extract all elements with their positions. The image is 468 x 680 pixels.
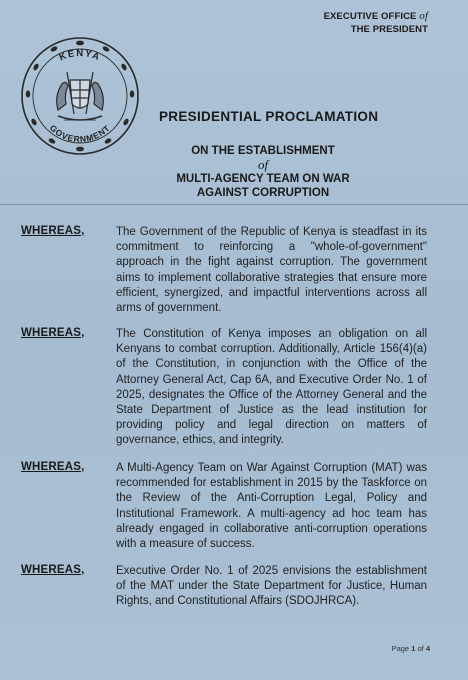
office-header — [324, 10, 428, 36]
document-title: PRESIDENTIAL PROCLAMATION — [159, 109, 379, 124]
coat-of-arms-icon — [57, 72, 104, 120]
subtitle-line2: MULTI-AGENCY TEAM ON WAR — [176, 173, 350, 185]
clause-label: WHEREAS, — [21, 225, 85, 237]
kenya-government-seal — [18, 34, 142, 158]
page-number — [392, 644, 430, 653]
subtitle-line3: AGAINST CORRUPTION — [196, 187, 330, 199]
clause-label: WHEREAS, — [21, 461, 85, 473]
clause-text: The Government of the Republic of Kenya is steadfast in its commitment to reinforcing a "whole-of-government" approach in the fight against corruption. The government aims to implement collaborative strategies that ensure more efficient, synergized, and impactful interventions across all arms of government. — [116, 226, 427, 315]
office-line1: EXECUTIVE OFFICE — [323, 11, 417, 22]
svg-text:GOVERNMENT — [48, 123, 112, 144]
clause-text: Executive Order No. 1 of 2025 envisions the establishment of the MAT under the State Department for Justice, Human Rights, and Constitutional Affairs (SDOJHRCA). — [116, 565, 427, 608]
svg-text:KENYA — [58, 48, 103, 63]
office-line2: THE PRESIDENT — [350, 24, 428, 35]
clause-text: A Multi-Agency Team on War Against Corruption (MAT) was recommended for establishment in 2015 by the Taskforce on the Review of the Anti-Corruption Legal, Policy and Institutional Framework. A multi-agency ad hoc team has already engaged in collaborative anti-corruption operations with a measure of success. — [116, 462, 427, 551]
clause-text: The Constitution of Kenya imposes an obligation on all Kenyans to combat corruption. Additionally, Article 156(4)(a) of the Constitution, in conjunction with the Office of the Attorney General Act, Cap 6A, and Executive Order No. 1 of 2025, designates the Office of the Attorney General and the State Department of Justice as the lead institution for providing policy and legal direction on matters of governance, ethics, and integrity. — [116, 328, 427, 447]
header-divider — [0, 204, 468, 205]
office-of: of — [419, 10, 428, 22]
seal-top-text: KENYA — [57, 47, 103, 64]
page-of: of — [417, 644, 424, 653]
seal-bottom-text: GOVERNMENT — [47, 122, 113, 145]
subtitle-line1: ON THE ESTABLISHMENT — [191, 145, 335, 157]
page-current: 1 — [411, 644, 416, 653]
subtitle-of: of — [257, 157, 269, 172]
page-total: 4 — [425, 644, 430, 653]
clause-label: WHEREAS, — [21, 564, 85, 576]
page-word: Page — [391, 644, 410, 653]
clause-label: WHEREAS, — [21, 327, 85, 339]
document-subtitle — [148, 144, 378, 200]
